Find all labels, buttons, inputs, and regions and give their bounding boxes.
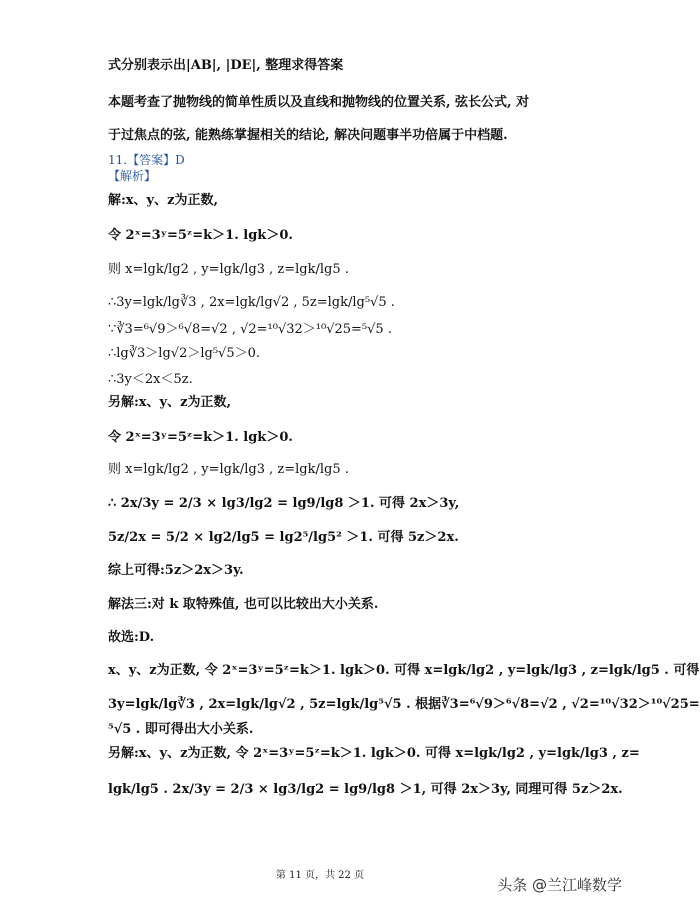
text-line: 式分别表示出|AB|, |DE|, 整理求得答案 [108,58,344,73]
text-line: x、y、z为正数, 令 2ˣ=3ʸ=5ᶻ=k＞1. lgk＞0. 可得 x=lgk/lg2 , y=lgk/lg3 , z=lgk/lg5 . 可得 [108,663,700,678]
text-line: 令 2ˣ=3ʸ=5ᶻ=k＞1. lgk＞0. [108,228,293,243]
text-line: 故选:D. [108,630,155,645]
text-line: 解:x、y、z为正数, [108,193,219,208]
watermark: 头条 @兰江峰数学 [497,876,622,894]
text-line: ∴3y=lgk/lg∛3 , 2x=lgk/lg√2 , 5z=lgk/lg⁵√5 . [108,295,395,310]
text-line: 3y=lgk/lg∛3 , 2x=lgk/lg√2 , 5z=lgk/lg⁵√5 . 根据∛3=⁶√9＞⁶√8=√2 , √2=¹⁰√32＞¹⁰√25= [108,697,700,712]
text-line: 综上可得:5z＞2x＞3y. [108,563,244,578]
text-line: 令 2ˣ=3ʸ=5ᶻ=k＞1. lgk＞0. [108,430,293,445]
text-line: ∴lg∛3＞lg√2＞lg⁵√5＞0. [108,346,260,361]
text-line: 本题考查了抛物线的简单性质以及直线和抛物线的位置关系, 弦长公式, 对 [108,95,530,110]
text-line: ∴3y＜2x＜5z. [108,372,193,387]
text-line: 于过焦点的弦, 能熟练掌握相关的结论, 解决问题事半功倍属于中档题. [108,128,508,143]
text-line: 则 x=lgk/lg2 , y=lgk/lg3 , z=lgk/lg5 . [108,462,349,477]
text-line: 则 x=lgk/lg2 , y=lgk/lg3 , z=lgk/lg5 . [108,262,349,277]
page-footer: 第 11 页，共 22 页 [275,870,365,881]
text-line: ∴ 2x/3y = 2/3 × lg3/lg2 = lg9/lg8 ＞1. 可得 2x＞3y, [108,496,460,511]
text-line: ∵∛3=⁶√9＞⁶√8=√2 , √2=¹⁰√32＞¹⁰√25=⁵√5 . [108,322,392,337]
text-line: 【解析】 [108,169,157,183]
text-line: 解法三:对 k 取特殊值, 也可以比较出大小关系. [108,597,379,612]
text-line: 5z/2x = 5/2 × lg2/lg5 = lg2⁵/lg5² ＞1. 可得 5z＞2x. [108,530,459,545]
text-line: 另解:x、y、z为正数, 令 2ˣ=3ʸ=5ᶻ=k＞1. lgk＞0. 可得 x=lgk/lg2 , y=lgk/lg3 , z= [108,746,640,761]
text-line: 另解:x、y、z为正数, [108,395,232,410]
text-line: 11.【答案】D [108,153,185,167]
text-line: lgk/lg5 . 2x/3y = 2/3 × lg3/lg2 = lg9/lg8 ＞1, 可得 2x＞3y, 同理可得 5z＞2x. [108,782,623,797]
text-line: ⁵√5 . 即可得出大小关系. [108,722,254,737]
